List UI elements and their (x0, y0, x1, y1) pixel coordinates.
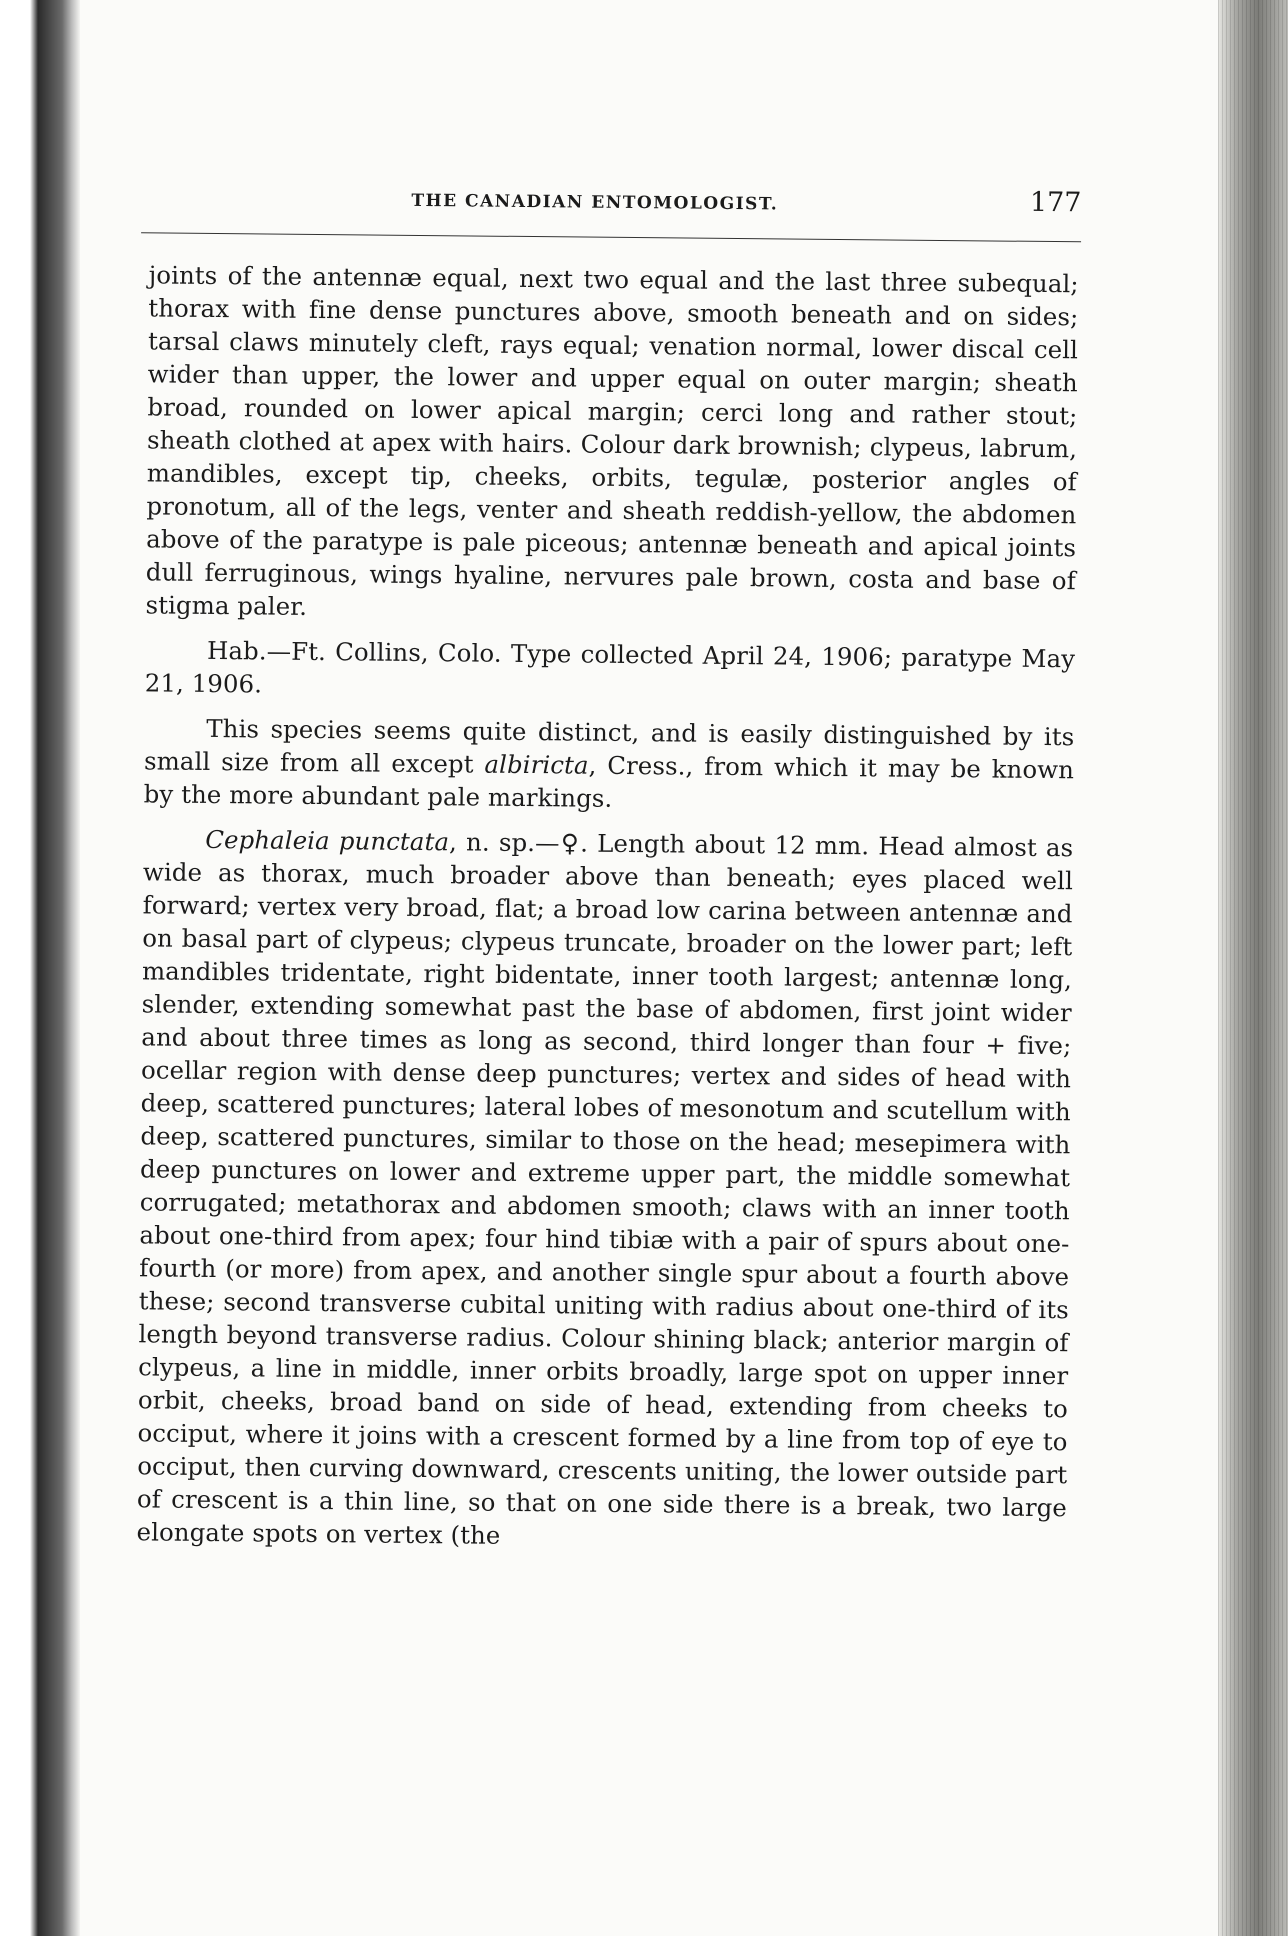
species-name-italic: albiricta (484, 749, 589, 780)
paragraph-habitat (145, 633, 1076, 708)
paragraph-text-after: , Cress., from which it may be known by the more abundant pale markings. (143, 750, 1075, 813)
species-title-italic: Cephaleia punctata (205, 824, 450, 857)
paragraph-species-description (136, 822, 1073, 1557)
paragraph-text-after: , n. sp.—♀. Length about 12 mm. Head almost as wide as thorax, much broader above than beneath; eyes placed well forward; vertex very broad, flat; a broad low carina between antennæ and on basal part of clypeus; clypeus truncate, broader on the lower part; left mandibles tridentate, right bidentate, inner tooth largest; antennæ long, slender, extending somewhat past the base of abdomen, first joint wider and about three times as long as second, third longer than four + five; ocellar region with dense deep punctures; vertex and sides of head with deep, scattered punctures; lateral lobes of mesonotum and scutellum with deep, scattered punctures, similar to those on the head; mesepimera with deep punctures on lower and extreme upper part, the middle somewhat corrugated; metathorax and abdomen smooth; claws with an inner tooth about one-third from apex; four hind tibiæ with a pair of spurs about one-fourth (or more) from apex, and another single spur about a fourth above these; second transverse cubital uniting with radius about one-third of its length beyond transverse radius. Colour shining black; anterior margin of clypeus, a line in middle, inner orbits broadly, large spot on upper inner orbit, cheeks, broad band on side of head, extending from cheeks to occiput, where it joins with a crescent formed by a line from top of eye to occiput, then curving downward, crescents uniting, the lower outside part of crescent is a thin line, so that on one side there is a break, two large elongate spots on vertex (the (136, 827, 1074, 1550)
page-number: 177 (1029, 186, 1082, 219)
paragraph-continuation (145, 258, 1078, 630)
book-spine-edge (0, 0, 80, 1936)
page-header (111, 140, 1082, 229)
body-text (136, 258, 1078, 1569)
header-rule (141, 232, 1081, 242)
page-stack-edge (1218, 0, 1288, 1936)
page-content (95, 140, 1082, 1889)
paragraph-text-before: This species seems quite distinct, and is easily distinguished by its small size from all except (143, 713, 1075, 779)
paragraph-distinction (144, 711, 1075, 819)
running-head: THE CANADIAN ENTOMOLOGIST. (411, 190, 779, 215)
paragraph-text: Hab.—Ft. Collins, Colo. Type collected April 24, 1906; paratype May 21, 1906. (144, 635, 1076, 699)
paragraph-text: joints of the antennæ equal, next two equal and the last three subequal; thorax with fine dense punctures above, smooth beneath and on sides; tarsal claws minutely cleft, rays equal; venation normal, lower discal cell wider than upper, the lower and upper equal on outer margin; sheath broad, rounded on lower apical margin; cerci long and rather stout; sheath clothed at apex with hairs. Colour dark brownish; clypeus, labrum, mandibles, except tip, cheeks, orbits, tegulæ, posterior angles of pronotum, all of the legs, venter and sheath reddish-yellow, the abdomen above of the paratype is pale piceous; antennæ beneath and apical joints dull ferruginous, wings hyaline, nervures pale brown, costa and base of stigma paler. (145, 260, 1079, 621)
